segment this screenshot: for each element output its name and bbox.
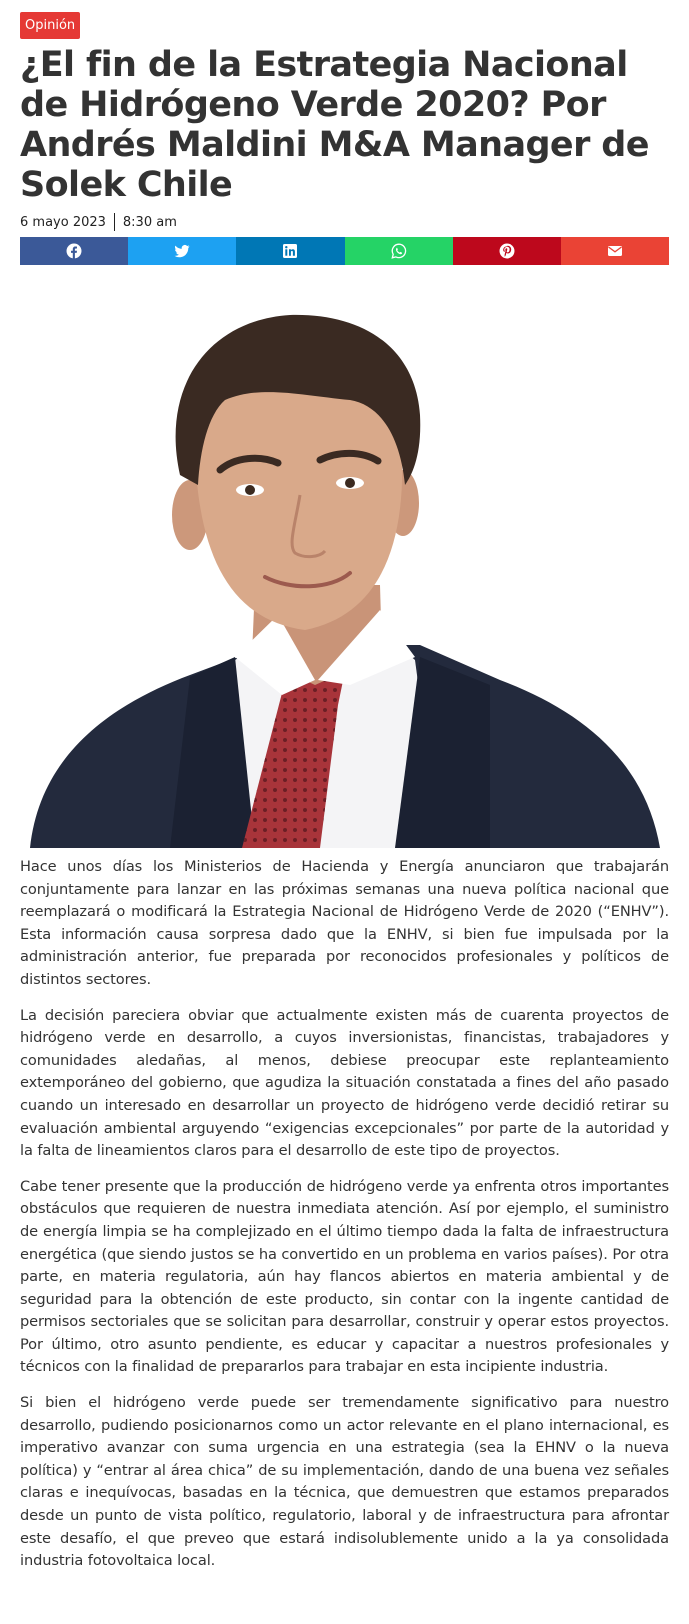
article-paragraph: Si bien el hidrógeno verde puede ser tremendamente significativo para nuestro desarrollo, pudiendo posicionarnos como un actor relevante en el plano internacional, es imperativo avanzar con suma urgencia en una estrategia (sea la EHNV o la nueva política) y “entrar al área chica” de su implementación, dando de una buena vez señales claras e inequívocas, basadas en la técnica, que demuestren que estamos preparados desde un punto de vista político, regulatorio, laboral y de infraestructura para afrontar este desafío, el que preveo que estará indisolublemente unido a la ya consolidada industria fotovoltaica local. xyxy=(20,1394,669,1570)
share-linkedin-button[interactable] xyxy=(236,237,344,265)
twitter-icon xyxy=(174,243,190,259)
article-meta xyxy=(20,213,669,231)
share-whatsapp-button[interactable] xyxy=(345,237,453,265)
share-bar xyxy=(20,237,669,265)
article-body xyxy=(20,856,669,1573)
share-twitter-button[interactable] xyxy=(128,237,236,265)
facebook-icon xyxy=(66,243,82,259)
whatsapp-icon xyxy=(391,243,407,259)
article-paragraph: Hace unos días los Ministerios de Hacienda y Energía anunciaron que trabajarán conjuntamente para lanzar en las próximas semanas una nueva política nacional que reemplazará o modificará la Estrategia Nacional de Hidrógeno Verde de 2020 (“ENHV”). Esta información causa sorpresa dado que la ENHV, si bien fue impulsada por la administración anterior, fue preparada por reconocidos profesionales y políticos de distintos sectores. xyxy=(20,858,669,988)
article-date: 6 mayo 2023 xyxy=(20,214,106,230)
article-time: 8:30 am xyxy=(122,214,177,230)
share-facebook-button[interactable] xyxy=(20,237,128,265)
author-photo xyxy=(20,285,669,848)
email-icon xyxy=(607,243,623,259)
article-paragraph: La decisión pareciera obviar que actualmente existen más de cuarenta proyectos de hidrógeno verde en desarrollo, a cuyos inversionistas, financistas, trabajadores y comunidades aledañas, al menos, debiese preocupar este replanteamiento extemporáneo del gobierno, que agudiza la situación constatada a fines del año pasado cuando un interesado en desarrollar un proyecto de hidrógeno verde decidió retirar su evaluación ambiental arguyendo “exigencias excepcionales” por parte de la autoridad y la falta de lineamientos claros para el desarrollo de este tipo de proyectos. xyxy=(20,1006,669,1160)
article-title: ¿El fin de la Estrategia Nacional de Hidrógeno Verde 2020? Por Andrés Maldini M&A Manager de Solek Chile xyxy=(20,45,649,205)
author-portrait-icon xyxy=(20,285,669,848)
linkedin-icon xyxy=(282,243,298,259)
share-email-button[interactable] xyxy=(561,237,669,265)
meta-divider xyxy=(114,213,115,231)
category-badge[interactable]: Opinión xyxy=(20,12,80,39)
share-pinterest-button[interactable] xyxy=(453,237,561,265)
pinterest-icon xyxy=(499,243,515,259)
article-paragraph: Cabe tener presente que la producción de hidrógeno verde ya enfrenta otros importantes obstáculos que requieren de nuestra inmediata atención. Así por ejemplo, el suministro de energía limpia se ha complejizado en el último tiempo dada la falta de infraestructura energética (que siendo justos se ha convertido en un problema en varios países). Por otra parte, en materia regulatoria, aún hay flancos abiertos en materia ambiental y de seguridad para la obtención de este producto, sin contar con la ingente cantidad de permisos sectoriales que se solicitan para desarrollar, construir y operar estos proyectos. Por último, otro asunto pendiente, es educar y capacitar a nuestros profesionales y técnicos con la finalidad de prepararlos para trabajar en esta incipiente industria. xyxy=(20,1177,669,1376)
